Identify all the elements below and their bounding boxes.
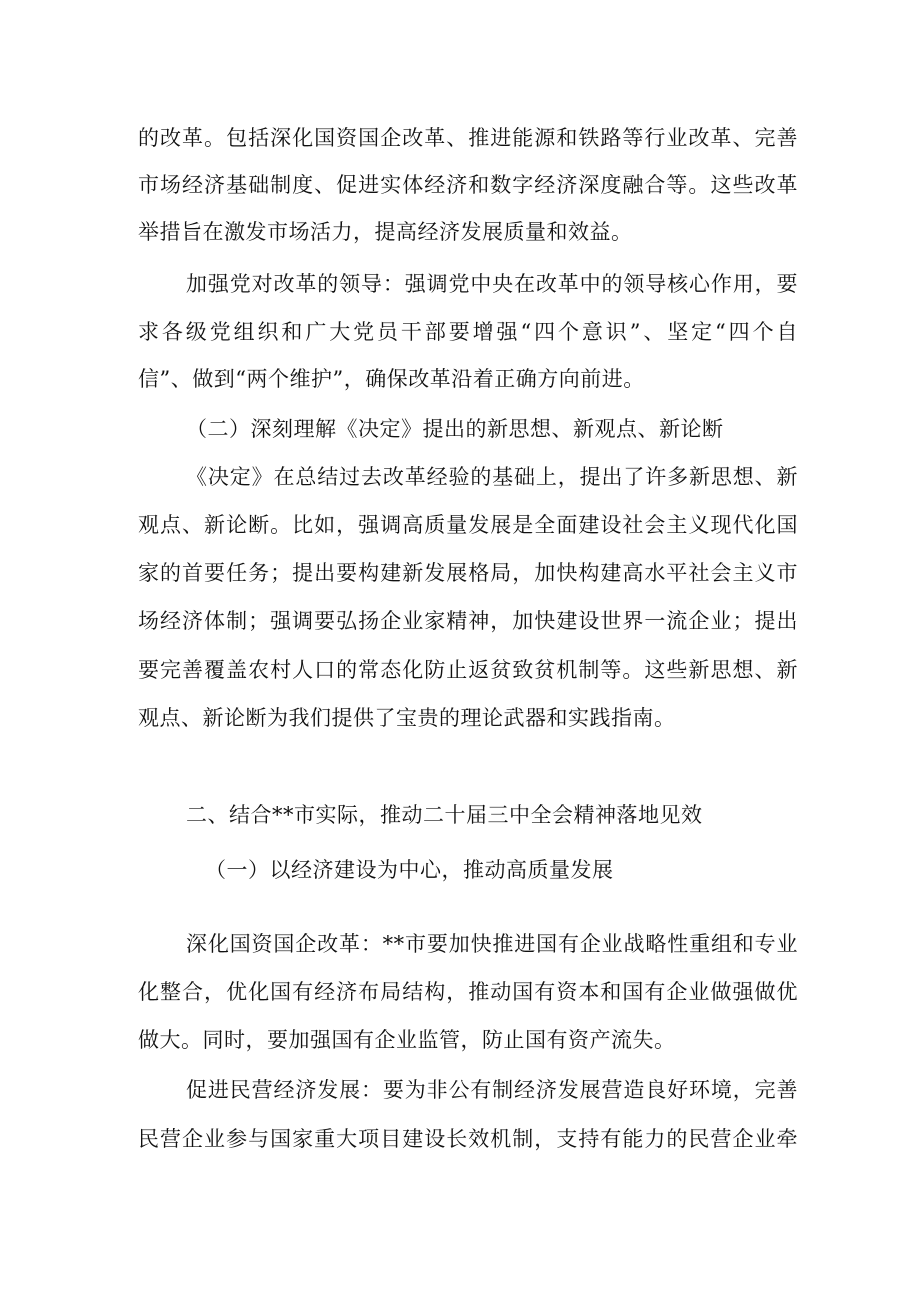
text-line: 要完善覆盖农村人口的常态化防止返贫致贫机制等。这些新思想、新 bbox=[138, 658, 798, 682]
text-line: 民营企业参与国家重大项目建设长效机制，支持有能力的民营企业牵 bbox=[138, 1127, 798, 1151]
text-line: 市场经济基础制度、促进实体经济和数字经济深度融合等。这些改革 bbox=[138, 173, 798, 197]
text-line: 举措旨在激发市场活力，提高经济发展质量和效益。 bbox=[138, 220, 633, 244]
text-line: 深化国资国企改革：**市要加快推进国有企业战略性重组和专业 bbox=[186, 932, 798, 956]
chapter-heading: 二、结合**市实际，推动二十届三中全会精神落地见效 bbox=[186, 803, 703, 827]
text-line: 化整合，优化国有经济布局结构，推动国有资本和国有企业做强做优 bbox=[138, 980, 798, 1004]
text-line: 观点、新论断。比如，强调高质量发展是全面建设社会主义现代化国 bbox=[138, 513, 798, 537]
text-line: 促进民营经济发展：要为非公有制经济发展营造良好环境，完善 bbox=[186, 1078, 798, 1102]
section-heading: （二）深刻理解《决定》提出的新思想、新观点、新论断 bbox=[186, 417, 724, 441]
text-line: 的改革。包括深化国资国企改革、推进能源和铁路等行业改革、完善 bbox=[138, 126, 798, 150]
text-line: 《决定》在总结过去改革经验的基础上，提出了许多新思想、新 bbox=[186, 465, 798, 489]
text-line: 家的首要任务；提出要构建新发展格局，加快构建高水平社会主义市 bbox=[138, 561, 798, 585]
text-line: 加强党对改革的领导：强调党中央在改革中的领导核心作用，要 bbox=[186, 272, 798, 296]
text-line: 观点、新论断为我们提供了宝贵的理论武器和实践指南。 bbox=[138, 706, 676, 730]
text-line: 做大。同时，要加强国有企业监管，防止国有资产流失。 bbox=[138, 1028, 676, 1052]
section-heading: （一）以经济建设为中心，推动高质量发展 bbox=[205, 858, 614, 882]
text-line: 求各级党组织和广大党员干部要增强“四个意识”、坚定“四个自 bbox=[138, 320, 798, 344]
text-line: 信”、做到“两个维护”，确保改革沿着正确方向前进。 bbox=[138, 367, 645, 391]
text-line: 场经济体制；强调要弘扬企业家精神，加快建设世界一流企业；提出 bbox=[138, 609, 798, 633]
